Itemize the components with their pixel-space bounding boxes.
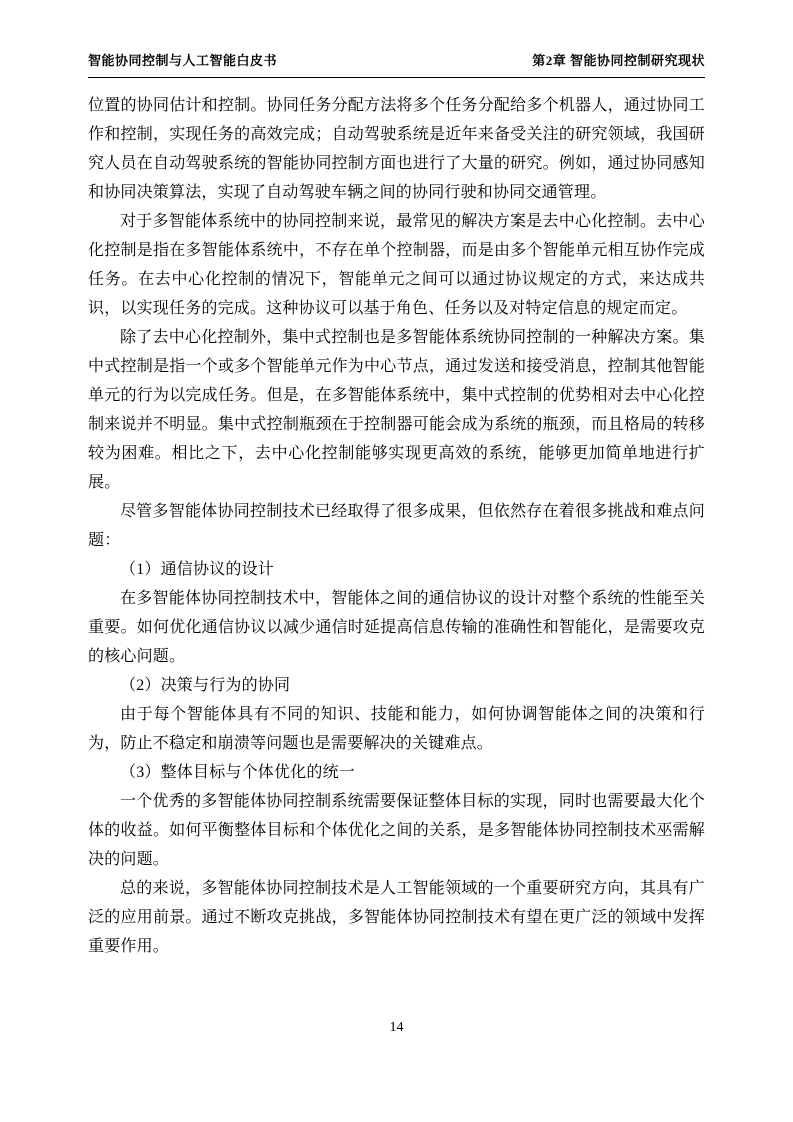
challenge-item-2-body: 由于每个智能体具有不同的知识、技能和能力，如何协调智能体之间的决策和行为，防止不稳定和崩溃等问题也是需要解决的关键难点。 <box>88 706 705 752</box>
challenge-item-2-heading: （2）决策与行为的协同 <box>120 677 291 694</box>
page-footer <box>0 1021 793 1035</box>
page-number: 14 <box>389 1020 404 1035</box>
header-book-title: 智能协同控制与人工智能白皮书 <box>88 53 278 68</box>
challenge-item-3-body: 一个优秀的多智能体协同控制系统需要保证整体目标的实现，同时也需要最大化个体的收益。如何平衡整体目标和个体优化之间的关系，是多智能体协同控制技术巫需解决的问题。 <box>88 793 705 868</box>
challenge-item-1-body: 在多智能体协同控制技术中，智能体之间的通信协议的设计对整个系统的性能至关重要。如何优化通信协议以减少通信时延提高信息传输的准确性和智能化，是需要攻克的核心问题。 <box>88 590 705 665</box>
body-paragraph-challenges-intro: 尽管多智能体协同控制技术已经取得了很多成果，但依然存在着很多挑战和难点问题： <box>88 503 705 549</box>
body-paragraph-continuation: 位置的协同估计和控制。协同任务分配方法将多个任务分配给多个机器人，通过协同工作和控制，实现任务的高效完成；自动驾驶系统是近年来备受关注的研究领域，我国研究人员在自动驾驶系统的智能协同控制方面也进行了大量的研究。例如，通过协同感知和协同决策算法，实现了自动驾驶车辆之间的协同行驶和协同交通管理。 <box>88 97 705 201</box>
body-paragraph-centralized-control: 除了去中心化控制外，集中式控制也是多智能体系统协同控制的一种解决方案。集中式控制是指一个或多个智能单元作为中心节点，通过发送和接受消息，控制其他智能单元的行为以完成任务。但是，在多智能体系统中，集中式控制的优势相对去中心化控制来说并不明显。集中式控制瓶颈在于控制器可能会成为系统的瓶颈，而且格局的转移较为困难。相比之下，去中心化控制能够实现更高效的系统，能够更加简单地进行扩展。 <box>88 329 705 491</box>
body-paragraph-decentralized-control: 对于多智能体系统中的协同控制来说，最常见的解决方案是去中心化控制。去中心化控制是指在多智能体系统中，不存在单个控制器，而是由多个智能单元相互协作完成任务。在去中心化控制的情况下，智能单元之间可以通过协议规定的方式，来达成共识，以实现任务的完成。这种协议可以基于角色、任务以及对特定信息的规定而定。 <box>88 213 705 317</box>
challenge-item-3-heading: （3）整体目标与个体优化的统一 <box>120 764 356 781</box>
body-text <box>88 91 705 961</box>
challenge-item-1-heading: （1）通信协议的设计 <box>120 561 275 578</box>
body-paragraph-conclusion: 总的来说，多智能体协同控制技术是人工智能领域的一个重要研究方向，其具有广泛的应用前景。通过不断攻克挑战，多智能体协同控制技术有望在更广泛的领域中发挥重要作用。 <box>88 880 705 955</box>
header-chapter-title: 第2章 智能协同控制研究现状 <box>532 53 705 68</box>
page-header <box>88 50 705 78</box>
